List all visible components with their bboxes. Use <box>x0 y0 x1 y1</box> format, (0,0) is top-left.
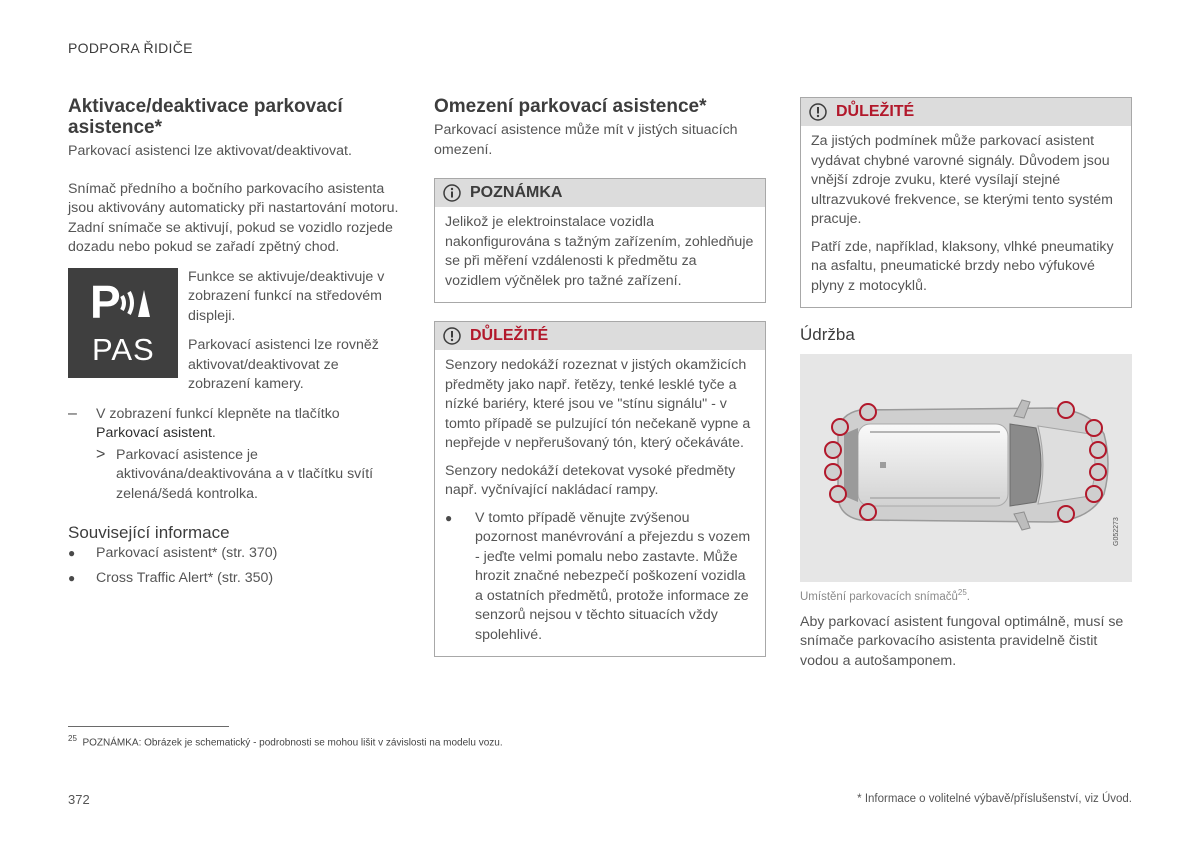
maintenance-text: Aby parkovací asistent fungoval optimálně, musí se snímače parkovacího asistenta pravidelně čistit vodou a autošamponem. <box>800 613 1124 669</box>
sensor-location-image <box>800 354 1132 582</box>
icon-description-1: Funkce se aktivuje/deaktivuje v zobrazení funkcí na středovém displeji. <box>188 268 385 324</box>
limitations-intro: Parkovací asistence může mít v jistých situacích omezení. <box>434 122 738 158</box>
parking-assistant-button-label: Parkovací asistent <box>96 425 212 441</box>
page-number: 372 <box>68 792 90 807</box>
footnote <box>68 734 503 748</box>
section-header: PODPORA ŘIDIČE <box>68 40 193 56</box>
bullet-icon: ● <box>68 546 76 560</box>
footnote-ref[interactable]: 25 <box>957 588 967 597</box>
related-item[interactable] <box>68 569 402 589</box>
important-box <box>434 321 766 657</box>
result-marker: > <box>96 445 106 463</box>
result-text: Parkovací asistence je aktivována/deaktivována a v tlačítku svítí zelená/šedá kontrolka. <box>116 446 374 502</box>
important-text-2: Patří zde, například, klaksony, vlhké pneumatiky na asfaltu, pneumatické brzdy nebo výfukové plyny z motocyklů. <box>811 238 1114 294</box>
activation-title: Aktivace/deaktivace parkovací asistence* <box>68 96 343 138</box>
important-header <box>435 322 765 350</box>
bullet-icon: ● <box>68 570 76 585</box>
maintenance-title: Údržba <box>800 325 855 344</box>
footnote-text: POZNÁMKA: Obrázek je schematický - podrobnosti se mohou lišit v závislosti na modelu vozu. <box>82 737 503 749</box>
footnote-number: 25 <box>68 734 77 743</box>
column-activation <box>68 96 402 588</box>
column-maintenance <box>800 97 1132 671</box>
related-link[interactable]: Cross Traffic Alert* (str. 350) <box>96 569 274 586</box>
car-top-view-illustration <box>800 354 1132 582</box>
warning-icon <box>443 327 461 345</box>
icon-description-2: Parkovací asistenci lze rovněž aktivovat/deaktivovat ze zobrazení kamery. <box>188 337 379 392</box>
important-header <box>801 98 1131 126</box>
bullet-icon: ● <box>445 510 453 525</box>
svg-text:P: P <box>90 275 121 326</box>
related-info-title: Související informace <box>68 523 230 542</box>
result-item <box>68 446 402 505</box>
parking-sensor-icon <box>68 268 178 378</box>
important-bullet <box>445 509 755 646</box>
footnote-divider <box>68 726 229 727</box>
important-title: DŮLEŽITÉ <box>470 327 549 344</box>
image-caption: Umístění parkovacích snímačů$^{25}$. <box>800 588 970 603</box>
pas-label: PAS <box>92 331 155 367</box>
step-item: – V zobrazení funkcí klepněte na tlačítko Parkovací asistent. <box>68 405 402 444</box>
note-box <box>434 178 766 303</box>
related-item[interactable] <box>68 544 402 564</box>
important-text-2: Senzory nedokáží detekovat vysoké předměty např. vyčnívající nakládací rampy. <box>445 462 736 498</box>
related-link[interactable]: Parkovací asistent* (str. 370) <box>96 545 278 561</box>
note-header <box>435 179 765 207</box>
activation-intro: Parkovací asistenci lze aktivovat/deaktivovat. <box>68 143 352 159</box>
important-text-1: Za jistých podmínek může parkovací asistent vydávat chybné varovné signály. Důvodem jsou vnější zdroje zvuku, které vysílají stejné ultrazvukové frekvence, se kterými tento systém pracuje. <box>811 133 1113 227</box>
important-text-1: Senzory nedokáží rozeznat v jistých okamžicích předměty jako např. řetězy, tenké lesklé tyče a nízké bariéry, které jsou ve "stínu signálu" - v tomto případě se pulzující tón nečekaně vypne a nepřejde v nepřerušovaný tón, který očekáváte. <box>445 357 751 451</box>
info-icon <box>443 184 461 202</box>
important-bullet-text: V tomto případě věnujte zvýšenou pozornost manévrování a přejezdu s vozem - jeďte velmi pomalu nebo zastavte. Může hrozit značné nebezpečí poškození vozidla a ostatních předmětů, protože informace ze senzorů nejsou v těchto situacích vždy spolehlivé. <box>475 509 751 643</box>
limitations-title: Omezení parkovací asistence* <box>434 96 707 117</box>
step-dash: – <box>68 404 77 422</box>
activation-paragraph: Snímač předního a bočního parkovacího asistenta jsou aktivovány automaticky při nastartování motoru. Zadní snímače se aktivují, pokud se vozidlo rozjede dozadu nebo pokud se zařadí zpětný chod. <box>68 180 399 255</box>
important-title: DŮLEŽITÉ <box>836 103 915 120</box>
note-title: POZNÁMKA <box>470 184 563 201</box>
warning-icon <box>809 103 827 121</box>
image-code: G052273 <box>1113 517 1120 546</box>
pas-icon-row <box>68 268 402 395</box>
important-box <box>800 97 1132 308</box>
footer-note: * Informace o volitelné výbavě/příslušenství, viz Úvod. <box>857 793 1132 805</box>
column-limitations <box>434 96 766 657</box>
note-text: Jelikož je elektroinstalace vozidla nakonfigurována s tažným zařízením, zohledňuje se při měření vzdálenosti k předmětu za vozidlem výčnělek pro tažné zařízení. <box>445 214 754 289</box>
step-text: V zobrazení funkcí klepněte na tlačítko <box>96 405 340 422</box>
